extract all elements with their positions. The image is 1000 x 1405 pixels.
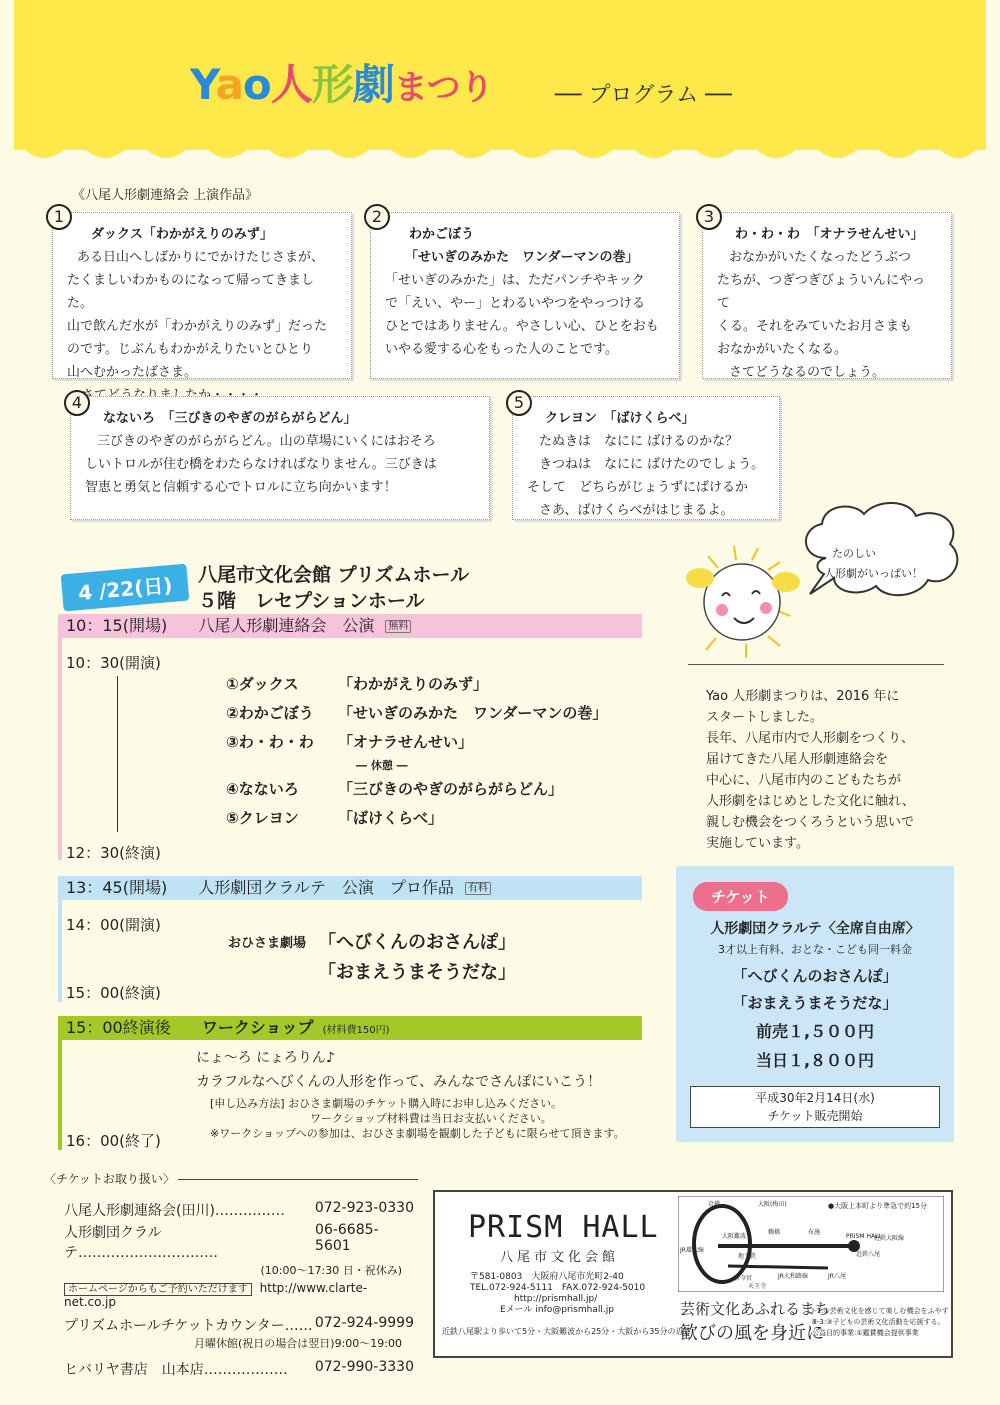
prism-address: 〒581-0803 大阪府八尾市光町2-40	[470, 1272, 624, 1282]
program-heading: ── プログラム ──	[555, 83, 732, 108]
work-box-3	[702, 212, 952, 379]
prism-info	[470, 1272, 645, 1316]
program-item: ⑤クレヨン 「ばけくらべ」	[226, 809, 444, 827]
contact-list	[64, 1200, 414, 1379]
prism-email[interactable]: Eメール info@prismhall.jp	[500, 1305, 614, 1315]
session2-line	[58, 900, 62, 1002]
number-badge-1: 1	[46, 204, 72, 230]
venue	[198, 562, 469, 614]
session-time: 15：00終演後	[66, 1018, 171, 1037]
work-title: わ・わ・わ 「オナラせんせい」	[735, 227, 924, 242]
workshop-note: ワークショップ材料費は当日お支払いください。	[310, 1112, 552, 1125]
workshop-desc	[196, 1046, 601, 1094]
intro-line: 実施しています。	[706, 836, 809, 851]
speech-text	[824, 544, 923, 584]
work-line: ひとではありません。やさしい心、ひとをおも	[385, 319, 659, 334]
work-title: なないろ 「三びきのやぎのがらがらどん」	[103, 411, 357, 426]
session-title: 八尾人形劇連絡会 公演	[198, 616, 375, 635]
work-line: さあ、ばけくらべがはじまるよ。	[539, 503, 734, 518]
work-box-2	[370, 212, 680, 379]
map-label-shin-imamiya: 新今宮	[734, 1275, 753, 1282]
prism-access: 近鉄八尾駅より歩いて5分・大阪難波から25分・大阪から35分の近さ	[442, 1327, 692, 1336]
sale-date: 平成30年2月14日(水)	[755, 1091, 875, 1105]
map-label-prism-hall: PRISM HALL	[846, 1233, 882, 1240]
program-item: ③わ・わ・わ 「オナラせんせい」	[226, 733, 474, 751]
contacts-header-rule	[178, 1179, 418, 1180]
intro-line: 人形劇をはじめとした文化に触れ、	[706, 794, 915, 809]
work-line: しいトロルが住む橋をわたらなければなりません。三びきは	[85, 457, 437, 472]
session1-start: 10：30(開演)	[66, 654, 161, 672]
work-line: 山へむかったばさま。	[67, 365, 198, 380]
policy-line: Ⅰ-1:①芸術文化を感じて楽しむ機会をふやす	[812, 1307, 949, 1315]
ticket-details	[676, 918, 954, 1071]
map-label-jr-loop: JR環状線	[680, 1247, 704, 1254]
venue-name: 八尾市文化会館 プリズムホール	[198, 564, 470, 586]
policy-line: 公益目的事業:①鑑賞機会提供事業	[812, 1329, 919, 1337]
work-line: ある日山へしばかりにでかけたじさまが、	[77, 250, 325, 265]
workshop-notes	[210, 1096, 625, 1141]
work-line: で「えい、やー」とわるいやつをやっつける	[385, 296, 646, 311]
section-label: 《八尾人形劇連絡会 上演作品》	[72, 188, 259, 203]
paid-tag: 有料	[465, 882, 491, 895]
timeline-line	[117, 676, 118, 832]
session-title: ワークショップ	[201, 1018, 314, 1037]
festival-logo: Yao人形劇まつり	[190, 60, 493, 109]
map-label-jr-yamatoji: JR大和路線	[778, 1273, 808, 1280]
contact-row: 八尾人形劇連絡会(田川)…………… 072-923-0330	[64, 1200, 414, 1219]
contacts-header: 〈チケットお取り扱い〉	[44, 1172, 175, 1186]
session2-end: 15：00(終演)	[66, 984, 161, 1002]
clarte-hours: (10:00～17:30 日・祝休み)	[260, 1264, 402, 1277]
program-item: ①ダックス 「わかがえりのみず」	[226, 675, 489, 693]
website-link[interactable]: http://www.clarte-net.co.jp	[64, 1281, 368, 1309]
work-line: 智恵と勇気と信頼する心でトロルに立ち向かいます！	[85, 480, 397, 495]
speech-line: たのしい	[832, 547, 876, 560]
work-title: わかごぼう	[409, 227, 475, 242]
workshop-note: ※ワークショップへの参加は、おひさま劇場を観劇した子どもに限らせて頂きます。	[210, 1127, 625, 1140]
speech-line: 人形劇がいっぱい！	[824, 567, 923, 580]
ticket-work: 「おまえうまそうだな」	[732, 994, 898, 1012]
header-scallops	[14, 138, 986, 178]
map-label-kyobashi: 京橋	[708, 1201, 721, 1208]
session3-end: 16：00(終了)	[66, 1132, 161, 1150]
intro-line: 届けてきた八尾人形劇連絡会を	[706, 752, 889, 767]
work-title: ダックス「わかがえりのみず」	[91, 227, 273, 242]
work-line: 山で飲んだ水が「わかがえりのみず」だった	[67, 319, 328, 334]
mascot-image	[676, 540, 806, 660]
policy-line: Ⅲ-3:③子どもの芸術文化活動を応援する。	[812, 1318, 945, 1326]
session2-start: 14：00(開演)	[66, 916, 161, 934]
venue-room: ５階 レセプションホール	[198, 590, 425, 612]
sale-start: チケット販売開始	[767, 1109, 863, 1123]
contact-row: 人形劇団クラルテ………………………… 06-6685-5601	[64, 1222, 379, 1261]
web-row	[64, 1280, 414, 1309]
number-badge-4: 4	[64, 390, 90, 416]
work-line: いやる愛する心をもった人のことです。	[385, 342, 618, 357]
map-label-tennoji: 天王寺	[748, 1283, 767, 1290]
work-line: たぬきは なにに ばけるのかな？	[539, 434, 739, 449]
program-item: ②わかごぼう 「せいぎのみかた ワンダーマンの巻」	[226, 704, 608, 722]
map-label-namba: 大阪難波	[722, 1233, 747, 1240]
intro-line: 長年、八尾市内で人形劇をつくり、	[706, 731, 915, 746]
intro-line: 中心に、八尾市内のこどもたちが	[706, 773, 902, 788]
work-box-4	[70, 396, 490, 520]
break-label: ― 休憩 ―	[356, 759, 408, 772]
map-note: ●大阪上本町より準急で約15分	[828, 1202, 928, 1210]
prism-tel: TEL.072-924-5111 FAX.072-924-5010	[470, 1283, 646, 1293]
work-line: くる。それをみていたお月さまも	[717, 319, 913, 334]
prism-logo: PRISM HALL	[468, 1210, 659, 1245]
map-label-fuse: 布施	[808, 1229, 821, 1236]
access-map	[678, 1196, 944, 1292]
program-item: ④なないろ 「三びきのやぎのがらがらどん」	[226, 780, 564, 798]
work-line: さてどうなるのでしょう。	[729, 365, 886, 380]
session3-bar	[58, 1016, 642, 1040]
session2-work1: 「へびくんのおさんぽ」	[318, 932, 516, 953]
work-line: そして どちらがじょうずにばけるか	[527, 480, 749, 495]
door-price: 当日１,８００円	[755, 1051, 875, 1070]
contact-row: ヒバリヤ書店 山本店……………… 072-990-3330	[64, 1359, 414, 1378]
workshop-line: にょ～ろ にょろりん♪	[196, 1050, 335, 1066]
number-badge-5: 5	[506, 390, 532, 416]
prism-url[interactable]: http://prismhall.jp/	[514, 1294, 598, 1304]
work-line: 三びきのやぎのがらがらどん。山の草場にいくにはおそろ	[97, 434, 436, 449]
work-line: きつねは なにに ばけたのでしょう。	[539, 457, 765, 472]
program-list	[226, 670, 607, 833]
ticket-sale-box	[690, 1086, 940, 1128]
map-label-subway: 地下鉄	[738, 1253, 757, 1260]
map-label-osaka: 大阪(梅田)	[758, 1201, 787, 1208]
session3-line	[58, 1040, 62, 1150]
work-line: たくましいわかものになって帰ってきました。	[67, 273, 315, 311]
session-time: 10：15(開場)	[66, 616, 168, 635]
ticket-note: 3才以上有料、おとな・こども同一料金	[718, 943, 912, 956]
map-label-jr-yao: JR八尾	[828, 1273, 846, 1280]
free-tag: 無料	[385, 620, 411, 633]
session1-line	[58, 638, 62, 860]
session1-end: 12：30(終演)	[66, 844, 161, 862]
session2-theater: おひさま劇場	[228, 936, 307, 951]
intro-line: スタートしました。	[706, 710, 824, 725]
slogan-line2: 歓びの風を身近に	[680, 1323, 824, 1344]
map-label-kintetsu-osaka-line: 近鉄大阪線	[874, 1235, 905, 1242]
work-title: クレヨン 「ばけくらべ」	[545, 411, 695, 426]
number-badge-3: 3	[696, 204, 722, 230]
workshop-line: カラフルなへびくんの人形を作って、みんなでさんぽにいこう！	[196, 1074, 602, 1090]
prism-hours: 月曜休館(祝日の場合は翌日)9:00～19:00	[194, 1337, 402, 1350]
session2-bar	[58, 876, 642, 900]
work-line: たちが、つぎつぎびょういんにやって	[717, 273, 926, 311]
work-box-1	[52, 212, 352, 379]
session-time: 13：45(開場)	[66, 878, 168, 897]
slogan-line1: 芸術文化あふれるまち	[680, 1300, 831, 1318]
web-badge: ホームページからもご予約いただけます	[64, 1283, 252, 1296]
session-title: 人形劇団クラルテ 公演 プロ作品	[198, 878, 454, 897]
advance-price: 前売１,５００円	[755, 1022, 875, 1041]
intro-line: 親しむ機会をつくろうという思いで	[706, 815, 915, 830]
intro-line: Yao 人形劇まつりは、2016 年に	[706, 689, 900, 704]
ticket-work: 「へびくんのおさんぽ」	[732, 967, 898, 985]
date-badge: 4 /22(日)	[61, 564, 190, 612]
work-line: おなかがいたくなる。	[717, 342, 848, 357]
work-line: 「せいぎのみかた」は、ただパンチやキック	[385, 273, 645, 288]
ticket-troupe: 人形劇団クラルテ〈全席自由席〉	[710, 921, 920, 937]
map-label-kintetsu-yao: 近鉄八尾	[856, 1251, 881, 1258]
policy-notes	[812, 1306, 949, 1339]
number-badge-2: 2	[364, 204, 390, 230]
intro-divider	[688, 664, 944, 665]
session2-work2: 「おまえうまそうだな」	[318, 962, 516, 983]
session1-bar	[58, 614, 642, 638]
prism-subtitle: 八尾市文化会館	[500, 1250, 620, 1265]
work-title: 「せいぎのみかた ワンダーマンの巻」	[405, 250, 639, 265]
ticket-badge: チケット	[693, 882, 788, 911]
work-line: のです。じぶんもわかがえりたいとひとり	[67, 342, 313, 357]
intro-text	[706, 686, 946, 854]
work-line: おなかがいたくなったどうぶつ	[729, 250, 912, 265]
contact-row: プリズムホールチケットカウンター…… 072-924-9999	[64, 1315, 414, 1334]
header-band	[14, 0, 986, 150]
map-label-tsuruhashi: 鶴橋	[768, 1229, 781, 1236]
material-fee: (材料費150円)	[322, 1025, 390, 1036]
work-box-5	[512, 396, 780, 520]
slogan	[680, 1298, 830, 1345]
workshop-note: [申し込み方法] おひさま劇場のチケット購入時にお申し込みください。	[210, 1097, 563, 1110]
